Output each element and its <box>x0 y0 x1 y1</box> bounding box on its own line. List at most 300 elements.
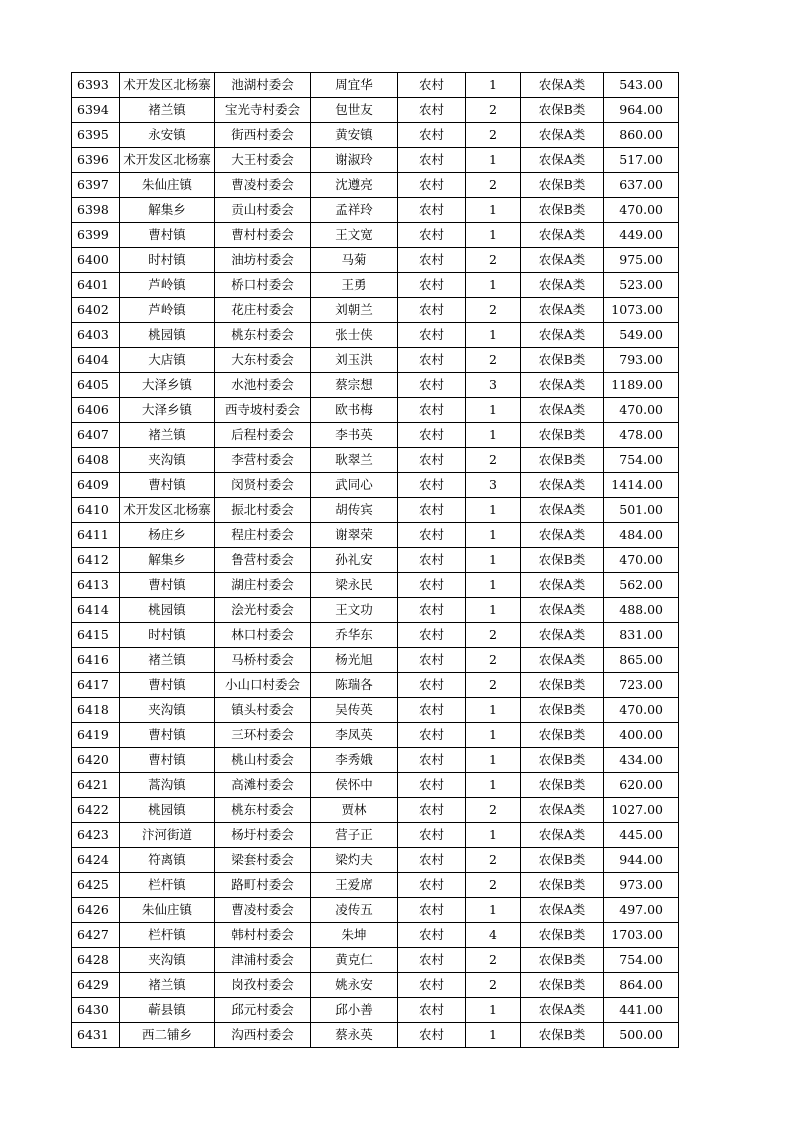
village-committee-cell: 曹凌村委会 <box>215 173 311 198</box>
table-row <box>72 873 679 898</box>
row-number-cell: 6397 <box>72 173 120 198</box>
member-count-cell: 1 <box>466 1023 521 1048</box>
township-cell: 朱仙庄镇 <box>120 898 215 923</box>
row-number-cell: 6400 <box>72 248 120 273</box>
village-committee-cell: 花庄村委会 <box>215 298 311 323</box>
amount-cell: 470.00 <box>604 198 679 223</box>
township-cell: 曹村镇 <box>120 223 215 248</box>
insurance-category-cell: 农保B类 <box>521 748 604 773</box>
residence-type-cell: 农村 <box>398 748 466 773</box>
person-name-cell: 王爱席 <box>311 873 398 898</box>
row-number-cell: 6398 <box>72 198 120 223</box>
village-committee-cell: 鲁营村委会 <box>215 548 311 573</box>
residence-type-cell: 农村 <box>398 273 466 298</box>
member-count-cell: 2 <box>466 648 521 673</box>
table-row <box>72 323 679 348</box>
township-cell: 时村镇 <box>120 623 215 648</box>
township-cell: 解集乡 <box>120 548 215 573</box>
township-cell: 褚兰镇 <box>120 423 215 448</box>
row-number-cell: 6402 <box>72 298 120 323</box>
table-row <box>72 123 679 148</box>
insurance-category-cell: 农保B类 <box>521 848 604 873</box>
table-row <box>72 648 679 673</box>
village-committee-cell: 三环村委会 <box>215 723 311 748</box>
residence-type-cell: 农村 <box>398 823 466 848</box>
row-number-cell: 6395 <box>72 123 120 148</box>
amount-cell: 484.00 <box>604 523 679 548</box>
village-committee-cell: 水池村委会 <box>215 373 311 398</box>
person-name-cell: 谢淑玲 <box>311 148 398 173</box>
person-name-cell: 马菊 <box>311 248 398 273</box>
table-row <box>72 223 679 248</box>
insurance-category-cell: 农保B类 <box>521 773 604 798</box>
residence-type-cell: 农村 <box>398 348 466 373</box>
village-committee-cell: 津浦村委会 <box>215 948 311 973</box>
row-number-cell: 6417 <box>72 673 120 698</box>
residence-type-cell: 农村 <box>398 973 466 998</box>
township-cell: 桃园镇 <box>120 798 215 823</box>
table-row <box>72 548 679 573</box>
table-row <box>72 998 679 1023</box>
insurance-category-cell: 农保B类 <box>521 873 604 898</box>
village-committee-cell: 西寺坡村委会 <box>215 398 311 423</box>
person-name-cell: 乔华东 <box>311 623 398 648</box>
village-committee-cell: 油坊村委会 <box>215 248 311 273</box>
person-name-cell: 姚永安 <box>311 973 398 998</box>
row-number-cell: 6408 <box>72 448 120 473</box>
table-row <box>72 573 679 598</box>
insurance-category-cell: 农保A类 <box>521 898 604 923</box>
township-cell: 时村镇 <box>120 248 215 273</box>
table-row <box>72 473 679 498</box>
member-count-cell: 2 <box>466 123 521 148</box>
insurance-category-cell: 农保A类 <box>521 998 604 1023</box>
village-committee-cell: 镇头村委会 <box>215 698 311 723</box>
amount-cell: 478.00 <box>604 423 679 448</box>
person-name-cell: 周宜华 <box>311 73 398 98</box>
township-cell: 术开发区北杨寨 <box>120 498 215 523</box>
insurance-category-cell: 农保A类 <box>521 598 604 623</box>
amount-cell: 400.00 <box>604 723 679 748</box>
person-name-cell: 杨光旭 <box>311 648 398 673</box>
township-cell: 曹村镇 <box>120 723 215 748</box>
table-row <box>72 598 679 623</box>
village-committee-cell: 邱元村委会 <box>215 998 311 1023</box>
village-committee-cell: 闵贤村委会 <box>215 473 311 498</box>
table-row <box>72 723 679 748</box>
member-count-cell: 1 <box>466 73 521 98</box>
table-row <box>72 948 679 973</box>
row-number-cell: 6413 <box>72 573 120 598</box>
table-row <box>72 348 679 373</box>
insurance-category-cell: 农保B类 <box>521 923 604 948</box>
table-row <box>72 773 679 798</box>
member-count-cell: 2 <box>466 448 521 473</box>
row-number-cell: 6393 <box>72 73 120 98</box>
amount-cell: 501.00 <box>604 498 679 523</box>
member-count-cell: 1 <box>466 898 521 923</box>
residence-type-cell: 农村 <box>398 848 466 873</box>
residence-type-cell: 农村 <box>398 998 466 1023</box>
member-count-cell: 1 <box>466 423 521 448</box>
row-number-cell: 6419 <box>72 723 120 748</box>
residence-type-cell: 农村 <box>398 673 466 698</box>
residence-type-cell: 农村 <box>398 473 466 498</box>
township-cell: 夹沟镇 <box>120 948 215 973</box>
amount-cell: 723.00 <box>604 673 679 698</box>
township-cell: 解集乡 <box>120 198 215 223</box>
member-count-cell: 1 <box>466 573 521 598</box>
member-count-cell: 2 <box>466 873 521 898</box>
insurance-category-cell: 农保A类 <box>521 323 604 348</box>
residence-type-cell: 农村 <box>398 598 466 623</box>
amount-cell: 964.00 <box>604 98 679 123</box>
township-cell: 术开发区北杨寨 <box>120 148 215 173</box>
township-cell: 夹沟镇 <box>120 448 215 473</box>
insurance-category-cell: 农保B类 <box>521 173 604 198</box>
township-cell: 术开发区北杨寨 <box>120 73 215 98</box>
village-committee-cell: 杨圩村委会 <box>215 823 311 848</box>
table-row <box>72 698 679 723</box>
member-count-cell: 2 <box>466 948 521 973</box>
village-committee-cell: 沟西村委会 <box>215 1023 311 1048</box>
township-cell: 栏杆镇 <box>120 873 215 898</box>
person-name-cell: 刘玉洪 <box>311 348 398 373</box>
person-name-cell: 营子正 <box>311 823 398 848</box>
residence-type-cell: 农村 <box>398 373 466 398</box>
village-committee-cell: 湖庄村委会 <box>215 573 311 598</box>
member-count-cell: 2 <box>466 798 521 823</box>
insurance-category-cell: 农保B类 <box>521 198 604 223</box>
residence-type-cell: 农村 <box>398 1023 466 1048</box>
township-cell: 大泽乡镇 <box>120 398 215 423</box>
row-number-cell: 6428 <box>72 948 120 973</box>
amount-cell: 517.00 <box>604 148 679 173</box>
township-cell: 芦岭镇 <box>120 273 215 298</box>
person-name-cell: 陈瑞各 <box>311 673 398 698</box>
village-committee-cell: 林口村委会 <box>215 623 311 648</box>
insurance-category-cell: 农保B类 <box>521 423 604 448</box>
insurance-category-cell: 农保A类 <box>521 523 604 548</box>
residence-type-cell: 农村 <box>398 323 466 348</box>
residence-type-cell: 农村 <box>398 248 466 273</box>
residence-type-cell: 农村 <box>398 573 466 598</box>
person-name-cell: 蔡永英 <box>311 1023 398 1048</box>
table-row <box>72 1023 679 1048</box>
person-name-cell: 谢翠荣 <box>311 523 398 548</box>
township-cell: 曹村镇 <box>120 748 215 773</box>
member-count-cell: 1 <box>466 148 521 173</box>
member-count-cell: 1 <box>466 323 521 348</box>
residence-type-cell: 农村 <box>398 798 466 823</box>
person-name-cell: 李秀娥 <box>311 748 398 773</box>
residence-type-cell: 农村 <box>398 223 466 248</box>
amount-cell: 1073.00 <box>604 298 679 323</box>
village-committee-cell: 池湖村委会 <box>215 73 311 98</box>
table-row <box>72 173 679 198</box>
township-cell: 曹村镇 <box>120 573 215 598</box>
row-number-cell: 6418 <box>72 698 120 723</box>
member-count-cell: 1 <box>466 698 521 723</box>
village-committee-cell: 大东村委会 <box>215 348 311 373</box>
insurance-category-cell: 农保B类 <box>521 698 604 723</box>
village-committee-cell: 浍光村委会 <box>215 598 311 623</box>
amount-cell: 975.00 <box>604 248 679 273</box>
member-count-cell: 1 <box>466 398 521 423</box>
table-row <box>72 423 679 448</box>
row-number-cell: 6412 <box>72 548 120 573</box>
amount-cell: 944.00 <box>604 848 679 873</box>
row-number-cell: 6406 <box>72 398 120 423</box>
row-number-cell: 6410 <box>72 498 120 523</box>
row-number-cell: 6414 <box>72 598 120 623</box>
member-count-cell: 2 <box>466 673 521 698</box>
member-count-cell: 2 <box>466 248 521 273</box>
village-committee-cell: 曹村村委会 <box>215 223 311 248</box>
amount-cell: 470.00 <box>604 698 679 723</box>
table-row <box>72 823 679 848</box>
amount-cell: 497.00 <box>604 898 679 923</box>
amount-cell: 523.00 <box>604 273 679 298</box>
insurance-category-cell: 农保A类 <box>521 498 604 523</box>
amount-cell: 1027.00 <box>604 798 679 823</box>
row-number-cell: 6423 <box>72 823 120 848</box>
insurance-category-cell: 农保B类 <box>521 723 604 748</box>
member-count-cell: 1 <box>466 523 521 548</box>
row-number-cell: 6394 <box>72 98 120 123</box>
residence-type-cell: 农村 <box>398 523 466 548</box>
row-number-cell: 6407 <box>72 423 120 448</box>
table-row <box>72 523 679 548</box>
amount-cell: 860.00 <box>604 123 679 148</box>
row-number-cell: 6416 <box>72 648 120 673</box>
insurance-category-cell: 农保A类 <box>521 148 604 173</box>
member-count-cell: 1 <box>466 748 521 773</box>
amount-cell: 754.00 <box>604 448 679 473</box>
insurance-category-cell: 农保A类 <box>521 798 604 823</box>
insurance-category-cell: 农保A类 <box>521 223 604 248</box>
township-cell: 褚兰镇 <box>120 648 215 673</box>
village-committee-cell: 李营村委会 <box>215 448 311 473</box>
amount-cell: 637.00 <box>604 173 679 198</box>
village-committee-cell: 街西村委会 <box>215 123 311 148</box>
table-row <box>72 848 679 873</box>
row-number-cell: 6401 <box>72 273 120 298</box>
member-count-cell: 2 <box>466 298 521 323</box>
residence-type-cell: 农村 <box>398 923 466 948</box>
table-row <box>72 73 679 98</box>
amount-cell: 562.00 <box>604 573 679 598</box>
residence-type-cell: 农村 <box>398 498 466 523</box>
township-cell: 桃园镇 <box>120 598 215 623</box>
person-name-cell: 王文宽 <box>311 223 398 248</box>
township-cell: 西二铺乡 <box>120 1023 215 1048</box>
village-committee-cell: 贡山村委会 <box>215 198 311 223</box>
insurance-category-cell: 农保A类 <box>521 398 604 423</box>
amount-cell: 973.00 <box>604 873 679 898</box>
village-committee-cell: 路町村委会 <box>215 873 311 898</box>
residence-type-cell: 农村 <box>398 898 466 923</box>
insurance-category-cell: 农保A类 <box>521 298 604 323</box>
table-row <box>72 898 679 923</box>
person-name-cell: 刘朝兰 <box>311 298 398 323</box>
table-row <box>72 298 679 323</box>
village-committee-cell: 小山口村委会 <box>215 673 311 698</box>
insurance-category-cell: 农保A类 <box>521 273 604 298</box>
insurance-category-cell: 农保A类 <box>521 623 604 648</box>
row-number-cell: 6431 <box>72 1023 120 1048</box>
residence-type-cell: 农村 <box>398 73 466 98</box>
row-number-cell: 6427 <box>72 923 120 948</box>
member-count-cell: 1 <box>466 273 521 298</box>
residence-type-cell: 农村 <box>398 198 466 223</box>
village-committee-cell: 大王村委会 <box>215 148 311 173</box>
data-table <box>71 72 679 1048</box>
table-row <box>72 98 679 123</box>
person-name-cell: 胡传宾 <box>311 498 398 523</box>
person-name-cell: 黄克仁 <box>311 948 398 973</box>
amount-cell: 470.00 <box>604 548 679 573</box>
village-committee-cell: 后程村委会 <box>215 423 311 448</box>
amount-cell: 445.00 <box>604 823 679 848</box>
residence-type-cell: 农村 <box>398 398 466 423</box>
residence-type-cell: 农村 <box>398 173 466 198</box>
insurance-category-cell: 农保A类 <box>521 823 604 848</box>
person-name-cell: 沈遵亮 <box>311 173 398 198</box>
person-name-cell: 孟祥玲 <box>311 198 398 223</box>
member-count-cell: 2 <box>466 623 521 648</box>
township-cell: 曹村镇 <box>120 673 215 698</box>
amount-cell: 793.00 <box>604 348 679 373</box>
amount-cell: 441.00 <box>604 998 679 1023</box>
row-number-cell: 6399 <box>72 223 120 248</box>
amount-cell: 864.00 <box>604 973 679 998</box>
table-row <box>72 398 679 423</box>
village-committee-cell: 高滩村委会 <box>215 773 311 798</box>
township-cell: 蕲县镇 <box>120 998 215 1023</box>
table-row <box>72 448 679 473</box>
row-number-cell: 6429 <box>72 973 120 998</box>
insurance-category-cell: 农保B类 <box>521 948 604 973</box>
row-number-cell: 6415 <box>72 623 120 648</box>
person-name-cell: 贾林 <box>311 798 398 823</box>
insurance-category-cell: 农保A类 <box>521 373 604 398</box>
insurance-category-cell: 农保B类 <box>521 548 604 573</box>
insurance-category-cell: 农保B类 <box>521 673 604 698</box>
person-name-cell: 朱坤 <box>311 923 398 948</box>
amount-cell: 449.00 <box>604 223 679 248</box>
row-number-cell: 6425 <box>72 873 120 898</box>
member-count-cell: 1 <box>466 498 521 523</box>
insurance-category-cell: 农保A类 <box>521 123 604 148</box>
village-committee-cell: 桃东村委会 <box>215 798 311 823</box>
insurance-category-cell: 农保B类 <box>521 1023 604 1048</box>
member-count-cell: 4 <box>466 923 521 948</box>
village-committee-cell: 振北村委会 <box>215 498 311 523</box>
person-name-cell: 李书英 <box>311 423 398 448</box>
amount-cell: 543.00 <box>604 73 679 98</box>
member-count-cell: 2 <box>466 348 521 373</box>
table-row <box>72 273 679 298</box>
insurance-category-cell: 农保B类 <box>521 973 604 998</box>
member-count-cell: 2 <box>466 98 521 123</box>
row-number-cell: 6396 <box>72 148 120 173</box>
township-cell: 永安镇 <box>120 123 215 148</box>
amount-cell: 500.00 <box>604 1023 679 1048</box>
person-name-cell: 黄安镇 <box>311 123 398 148</box>
member-count-cell: 1 <box>466 198 521 223</box>
amount-cell: 1703.00 <box>604 923 679 948</box>
row-number-cell: 6404 <box>72 348 120 373</box>
table-row <box>72 148 679 173</box>
township-cell: 褚兰镇 <box>120 98 215 123</box>
table-row <box>72 373 679 398</box>
residence-type-cell: 农村 <box>398 623 466 648</box>
township-cell: 汴河街道 <box>120 823 215 848</box>
village-committee-cell: 韩村村委会 <box>215 923 311 948</box>
village-committee-cell: 程庄村委会 <box>215 523 311 548</box>
residence-type-cell: 农村 <box>398 148 466 173</box>
township-cell: 曹村镇 <box>120 473 215 498</box>
amount-cell: 434.00 <box>604 748 679 773</box>
member-count-cell: 3 <box>466 373 521 398</box>
member-count-cell: 2 <box>466 973 521 998</box>
residence-type-cell: 农村 <box>398 648 466 673</box>
township-cell: 符离镇 <box>120 848 215 873</box>
amount-cell: 831.00 <box>604 623 679 648</box>
amount-cell: 488.00 <box>604 598 679 623</box>
member-count-cell: 2 <box>466 848 521 873</box>
table-row <box>72 973 679 998</box>
amount-cell: 1189.00 <box>604 373 679 398</box>
member-count-cell: 1 <box>466 548 521 573</box>
insurance-category-cell: 农保B类 <box>521 448 604 473</box>
member-count-cell: 1 <box>466 823 521 848</box>
row-number-cell: 6421 <box>72 773 120 798</box>
person-name-cell: 张士侠 <box>311 323 398 348</box>
residence-type-cell: 农村 <box>398 773 466 798</box>
person-name-cell: 孙礼安 <box>311 548 398 573</box>
person-name-cell: 梁灼夫 <box>311 848 398 873</box>
table-row <box>72 198 679 223</box>
township-cell: 杨庄乡 <box>120 523 215 548</box>
township-cell: 芦岭镇 <box>120 298 215 323</box>
residence-type-cell: 农村 <box>398 98 466 123</box>
township-cell: 朱仙庄镇 <box>120 173 215 198</box>
person-name-cell: 武同心 <box>311 473 398 498</box>
amount-cell: 1414.00 <box>604 473 679 498</box>
amount-cell: 620.00 <box>604 773 679 798</box>
person-name-cell: 包世友 <box>311 98 398 123</box>
row-number-cell: 6411 <box>72 523 120 548</box>
table-row <box>72 798 679 823</box>
residence-type-cell: 农村 <box>398 873 466 898</box>
insurance-category-cell: 农保A类 <box>521 473 604 498</box>
member-count-cell: 1 <box>466 723 521 748</box>
township-cell: 大店镇 <box>120 348 215 373</box>
amount-cell: 549.00 <box>604 323 679 348</box>
member-count-cell: 1 <box>466 223 521 248</box>
residence-type-cell: 农村 <box>398 698 466 723</box>
insurance-category-cell: 农保A类 <box>521 73 604 98</box>
township-cell: 夹沟镇 <box>120 698 215 723</box>
member-count-cell: 1 <box>466 998 521 1023</box>
row-number-cell: 6422 <box>72 798 120 823</box>
table-row <box>72 923 679 948</box>
table-row <box>72 248 679 273</box>
row-number-cell: 6405 <box>72 373 120 398</box>
person-name-cell: 吴传英 <box>311 698 398 723</box>
